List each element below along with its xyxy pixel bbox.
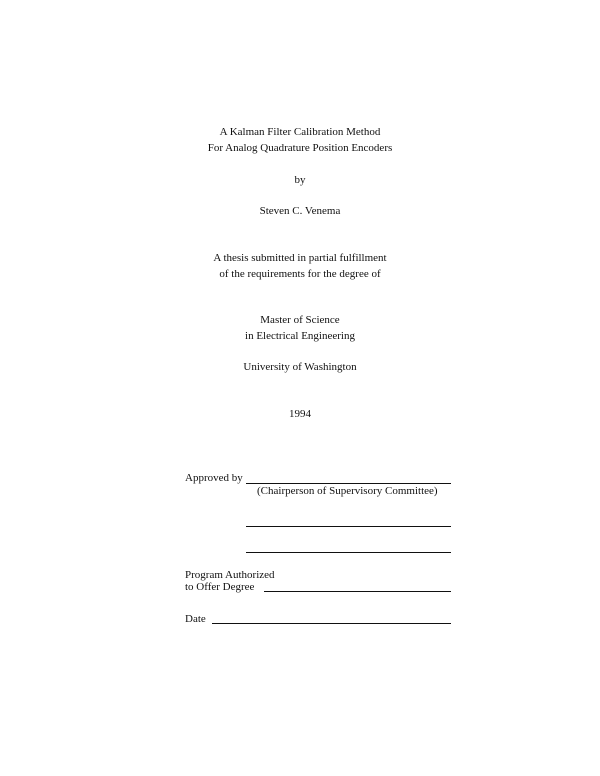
degree-name: Master of Science xyxy=(260,314,340,326)
thesis-statement-line-2: of the requirements for the degree of xyxy=(219,268,381,280)
date-label: Date xyxy=(185,613,206,625)
author-name: Steven C. Venema xyxy=(259,205,341,217)
by-label: by xyxy=(294,174,306,186)
thesis-statement-line-1: A thesis submitted in partial fulfillment xyxy=(213,252,387,264)
thesis-year: 1994 xyxy=(289,408,311,420)
chair-caption: (Chairperson of Supervisory Committee) xyxy=(257,485,438,497)
offer-degree-label: to Offer Degree xyxy=(185,581,255,593)
committee-signature-line-1 xyxy=(246,526,451,527)
chair-signature-line xyxy=(246,483,451,484)
committee-signature-line-2 xyxy=(246,552,451,553)
university-name: University of Washington xyxy=(243,361,357,373)
date-signature-line xyxy=(212,623,451,624)
program-authorized-label: Program Authorized xyxy=(185,569,275,581)
program-signature-line xyxy=(264,591,451,592)
thesis-title-line-2: For Analog Quadrature Position Encoders xyxy=(207,142,393,154)
approved-by-label: Approved by xyxy=(185,472,243,484)
thesis-title-line-1: A Kalman Filter Calibration Method xyxy=(219,126,381,138)
degree-field: in Electrical Engineering xyxy=(245,330,355,342)
